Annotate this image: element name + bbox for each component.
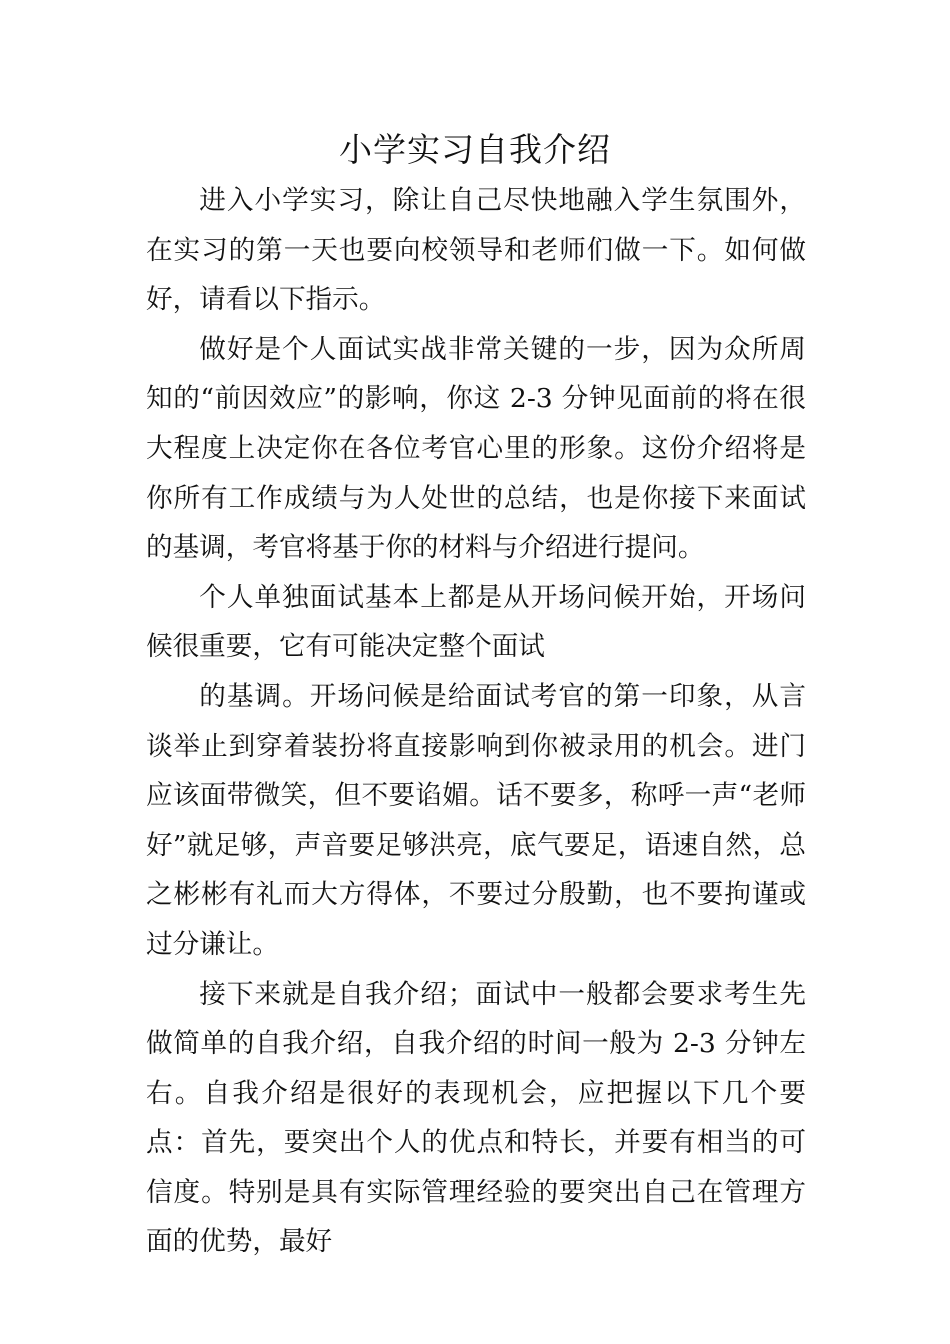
paragraph-4: 的基调。开场问候是给面试考官的第一印象，从言谈举止到穿着装扮将直接影响到你被录用的机会。进门应该面带微笑，但不要谄媚。话不要多，称呼一声“老师好”就足够，声音要足够洪亮，底气要足，语速自然，总之彬彬有礼而大方得体，不要过分殷勤，也不要拘谨或过分谦让。 <box>146 680 806 960</box>
paragraph-1: 进入小学实习，除让自己尽快地融入学生氛围外，在实习的第一天也要向校领导和老师们做一下。如何做好，请看以下指示。 <box>146 185 806 316</box>
document-title: 小学实习自我介绍 <box>339 130 611 169</box>
paragraph-3: 个人单独面试基本上都是从开场问候开始，开场问候很重要，它有可能决定整个面试 <box>146 581 806 663</box>
document-body <box>146 176 806 1267</box>
paragraph-5: 接下来就是自我介绍；面试中一般都会要求考生先做简单的自我介绍，自我介绍的时间一般为 2-3 分钟左右。自我介绍是很好的表现机会，应把握以下几个要点：首先，要突出个人的优点和特长，并要有相当的可信度。特别是具有实际管理经验的要突出自己在管理方面的优势，最好 <box>146 978 806 1258</box>
paragraph-2: 做好是个人面试实战非常关键的一步，因为众所周知的“前因效应”的影响，你这 2-3 分钟见面前的将在很大程度上决定你在各位考官心里的形象。这份介绍将是你所有工作成绩与为人处世的总结，也是你接下来面试的基调，考官将基于你的材料与介绍进行提问。 <box>146 333 806 564</box>
